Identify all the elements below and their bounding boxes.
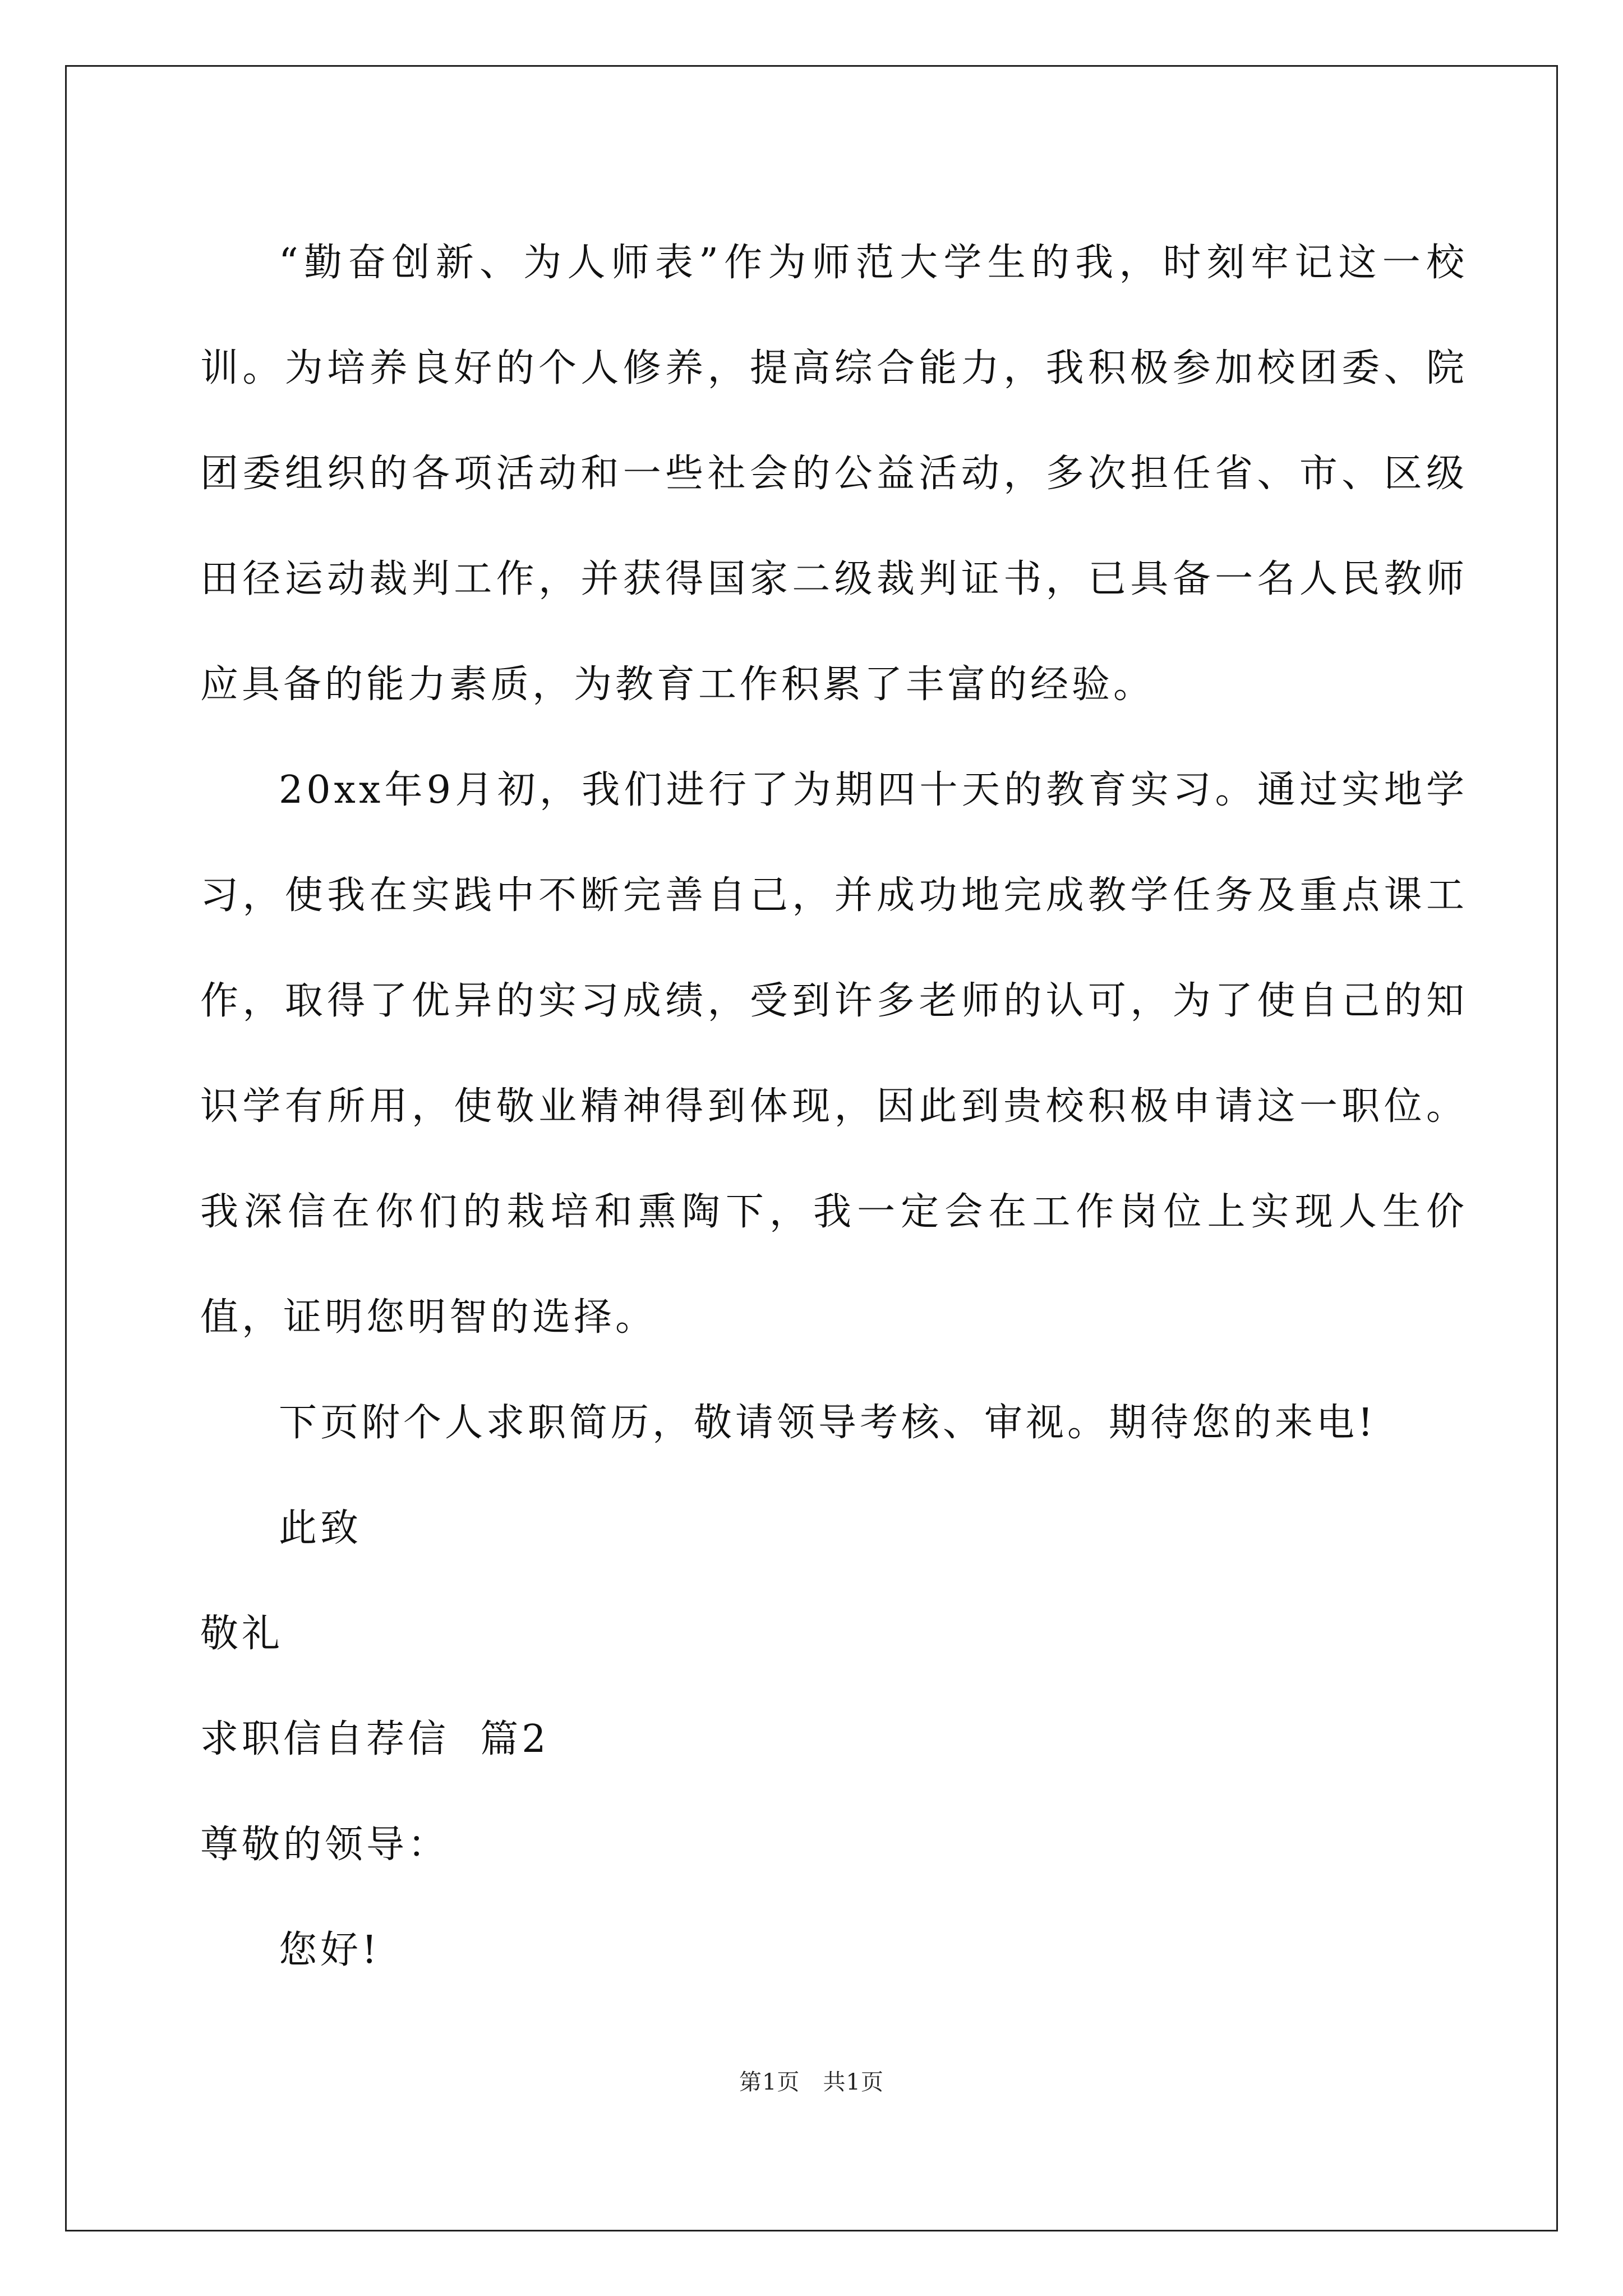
section-heading: 求职信自荐信 篇2 [200,1717,550,1761]
closing-regards: 敬礼 [200,1612,284,1656]
closing-salutation: 此致 [279,1506,362,1550]
greeting-recipient: 尊敬的领导： [200,1823,450,1867]
page-number: 第1页 共1页 [739,2069,884,2095]
paragraph-internship: 20xx年9月初，我们进行了为期四十天的教育实习。通过实地学习，使我在实践中不断完善自己，并成功地完成教学任务及重点课工作，取得了优异的实习成绩，受到许多老师的认可，为了使自己的知识学有所用，使敬业精神得到体现，因此到贵校积极申请这一职位。我深信在你们的栽培和熏陶下，我一定会在工作岗位上实现人生价值，证明您明智的选择。 [200,768,1468,1340]
paragraph-resume-note: 下页附个人求职简历，敬请领导考核、审视。期待您的来电! [279,1401,1377,1445]
document-body [200,210,1468,2003]
greeting-hello: 您好! [279,1928,381,1972]
paragraph-motto: “勤奋创新、为人师表”作为师范大学生的我，时刻牢记这一校训。为培养良好的个人修养，提高综合能力，我积极参加校团委、院团委组织的各项活动和一些社会的公益活动，多次担任省、市、区级田径运动裁判工作，并获得国家二级裁判证书，已具备一名人民教师应具备的能力素质，为教育工作积累了丰富的经验。 [200,241,1468,707]
